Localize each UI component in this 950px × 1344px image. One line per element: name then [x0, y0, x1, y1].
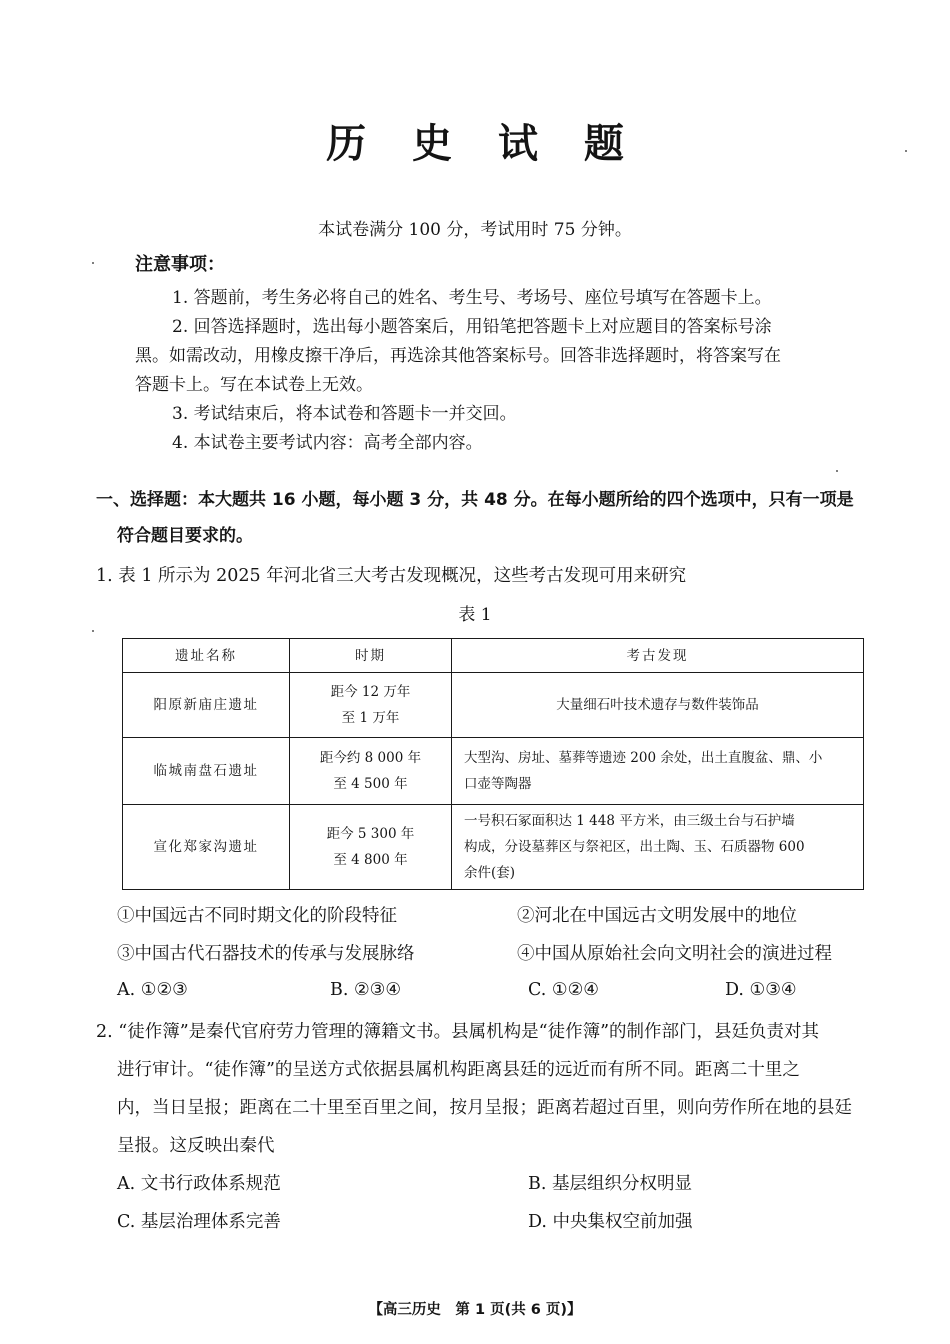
q2-option-b: B. 基层组织分权明显 [528, 1174, 692, 1194]
period-line: 至 4 500 年 [333, 776, 408, 792]
period-line: 至 4 800 年 [333, 852, 408, 868]
findings-line: 构成，分设墓葬区与祭祀区，出土陶、玉、石质器物 600 [464, 839, 805, 855]
statement-4: ④中国从原始社会向文明社会的演进过程 [517, 944, 832, 964]
period-line: 距今 12 万年 [330, 684, 411, 700]
table-header-site-name: 遗址名称 [123, 639, 290, 673]
table-row [123, 673, 864, 738]
question-1-stem: 1. 表 1 所示为 2025 年河北省三大考古发现概况，这些考古发现可用来研究 [96, 566, 687, 586]
statement-2: ②河北在中国远古文明发展中的地位 [517, 906, 797, 926]
notes-heading: 注意事项： [135, 254, 225, 275]
findings-line: 余件(套) [464, 865, 516, 881]
table-cell-findings: 大量细石叶技术遗存与数件装饰品 [452, 673, 864, 738]
table-header-findings: 考古发现 [452, 639, 864, 673]
note-item-3: 3. 考试结束后，将本试卷和答题卡一并交回。 [172, 404, 517, 424]
note-item-4: 4. 本试卷主要考试内容：高考全部内容。 [172, 433, 483, 453]
exam-intro: 本试卷满分 100 分，考试用时 75 分钟。 [318, 220, 632, 240]
question-2-line-1: 2. “徒作簿”是秦代官府劳力管理的簿籍文书。县属机构是“徒作簿”的制作部门，县廷负责对其 [96, 1022, 820, 1042]
archaeology-table [122, 638, 864, 890]
table-header-row [123, 639, 864, 673]
table-cell-findings [452, 805, 864, 890]
findings-line: 大型沟、房址、墓葬等遗迹 200 余处，出土直腹盆、鼎、小 [464, 750, 823, 766]
table-row [123, 738, 864, 805]
period-line: 距今 5 300 年 [326, 826, 415, 842]
table-cell-site-name: 宣化郑家沟遗址 [123, 805, 290, 890]
q1-option-d: D. ①③④ [725, 980, 797, 1000]
q1-option-a: A. ①②③ [117, 980, 188, 1000]
table-1-caption: 表 1 [458, 605, 492, 625]
note-item-1: 1. 答题前，考生务必将自己的姓名、考生号、考场号、座位号填写在答题卡上。 [172, 288, 772, 308]
period-line: 至 1 万年 [341, 710, 400, 726]
table-cell-period [290, 738, 452, 805]
section-1-heading-line-2: 符合题目要求的。 [117, 526, 253, 546]
question-2-line-4: 呈报。这反映出秦代 [117, 1136, 275, 1156]
table-cell-period [290, 805, 452, 890]
q1-option-b: B. ②③④ [330, 980, 402, 1000]
scan-speck [92, 262, 94, 264]
section-1-heading-line-1: 一、选择题：本大题共 16 小题，每小题 3 分，共 48 分。在每小题所给的四个选项中，只有一项是 [96, 490, 854, 510]
scan-speck [905, 150, 907, 152]
table-row [123, 805, 864, 890]
question-2-line-3: 内，当日呈报；距离在二十里至百里之间，按月呈报；距离若超过百里，则向劳作所在地的县廷 [117, 1098, 852, 1118]
table-cell-site-name: 阳原新庙庄遗址 [123, 673, 290, 738]
q2-option-a: A. 文书行政体系规范 [117, 1174, 281, 1194]
table-header-period: 时期 [290, 639, 452, 673]
scan-speck [836, 470, 838, 472]
note-item-2-line-2: 黑。如需改动，用橡皮擦干净后，再选涂其他答案标号。回答非选择题时，将答案写在 [135, 346, 781, 366]
exam-title: 历 史 试 题 [326, 121, 640, 167]
q1-option-c: C. ①②④ [528, 980, 599, 1000]
table-cell-findings [452, 738, 864, 805]
scan-speck [92, 630, 94, 632]
q2-option-c: C. 基层治理体系完善 [117, 1212, 281, 1232]
statement-3: ③中国古代石器技术的传承与发展脉络 [117, 944, 415, 964]
statement-1: ①中国远古不同时期文化的阶段特征 [117, 906, 397, 926]
q2-option-d: D. 中央集权空前加强 [528, 1212, 693, 1232]
note-item-2-line-3: 答题卡上。写在本试卷上无效。 [135, 375, 373, 395]
question-2-line-2: 进行审计。“徒作簿”的呈送方式依据县属机构距离县廷的远近而有所不同。距离二十里之 [117, 1060, 800, 1080]
table-cell-period [290, 673, 452, 738]
period-line: 距今约 8 000 年 [319, 750, 422, 766]
page-footer: 【高三历史 第 1 页(共 6 页)】 [368, 1302, 582, 1318]
table-cell-site-name: 临城南盘石遗址 [123, 738, 290, 805]
note-item-2-line-1: 2. 回答选择题时，选出每小题答案后，用铅笔把答题卡上对应题目的答案标号涂 [172, 317, 772, 337]
findings-line: 一号积石冢面积达 1 448 平方米，由三级土台与石护墙 [464, 813, 795, 829]
findings-line: 口壶等陶器 [464, 776, 532, 792]
